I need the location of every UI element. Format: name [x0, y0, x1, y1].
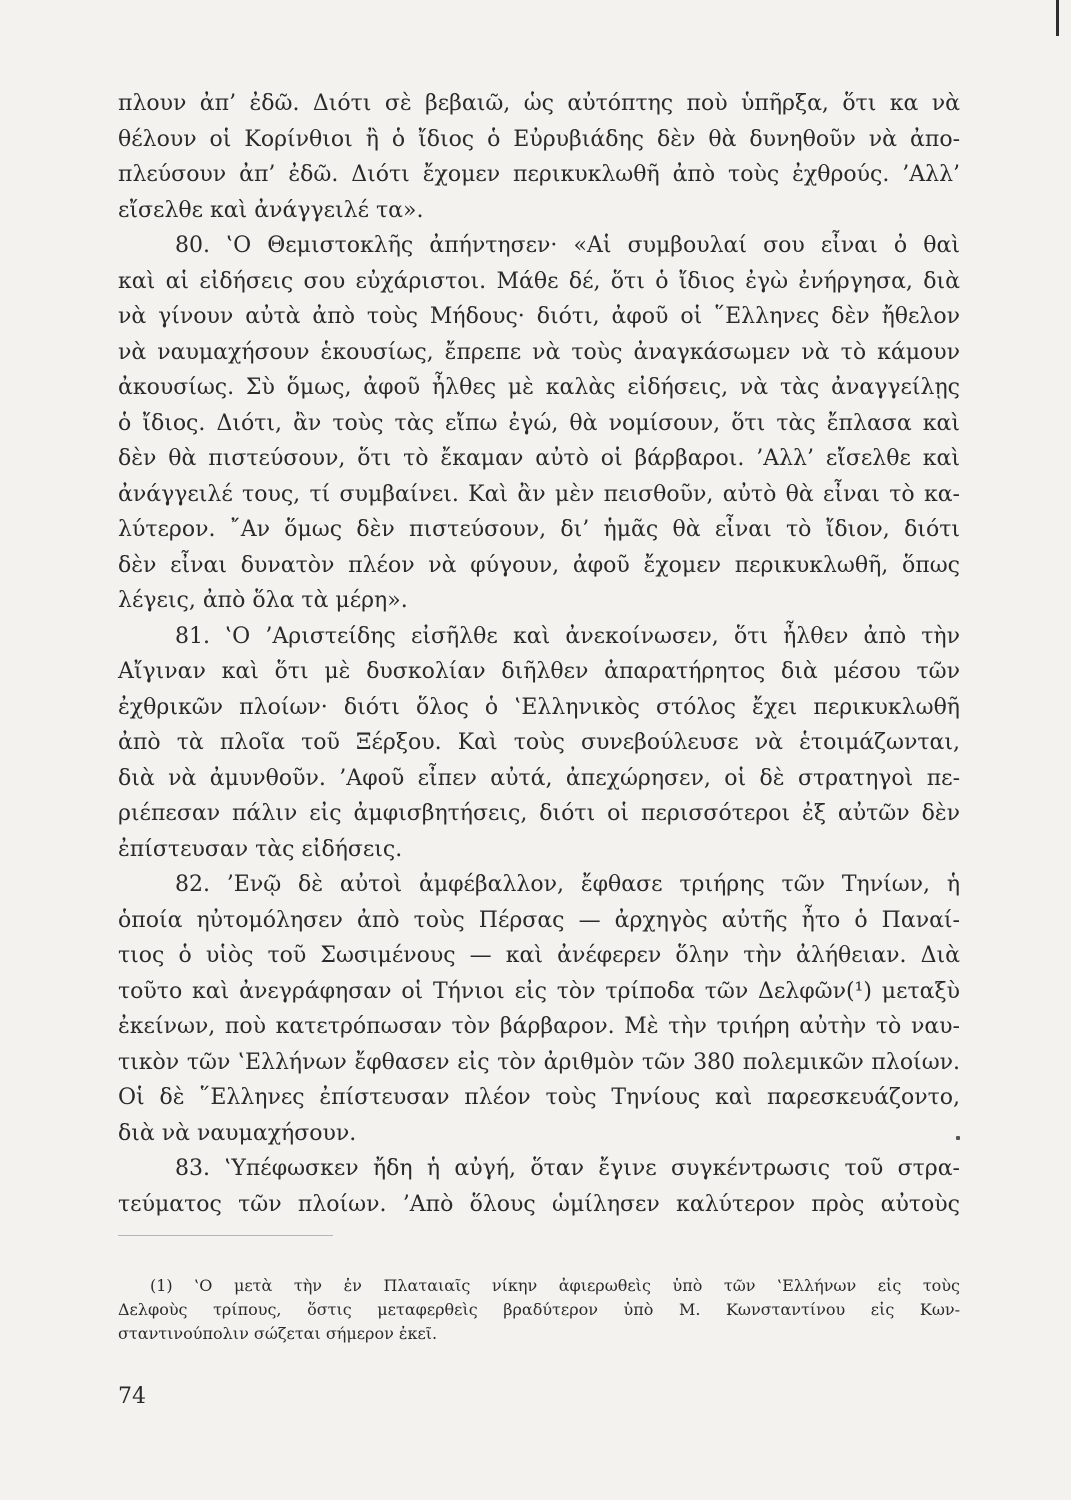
text-line: πλουν ἀπ’ ἐδῶ. Διότι σὲ βεβαιῶ, ὡς αὐτόπτης ποὺ ὑπῆρξα, ὅτι κα νὰ — [118, 91, 960, 116]
text-line: λύτερον. ῎Αν ὅμως δὲν πιστεύσουν, δι’ ἡμᾶς θὰ εἶναι τὸ ἴδιον, διότι — [118, 517, 960, 542]
page-number: 74 — [118, 1384, 146, 1409]
text-line: τιος ὁ υἱὸς τοῦ Σωσιμένους — καὶ ἀνέφερεν ὅλην τὴν ἀλήθειαν. Διὰ — [118, 943, 960, 968]
paragraph-80-start: 80. ‛Ο Θεμιστοκλῆς ἀπήντησεν· «Αἱ συμβουλαί σου εἶναι ὀ θαὶ — [175, 233, 960, 258]
footnote-line: (1) ‛Ο μετὰ τὴν ἐν Πλαταιαῖς νίκην ἀφιερωθεὶς ὑπὸ τῶν ‛Ελλήνων εἰς τοὺς — [150, 1276, 960, 1295]
text-line: ἀπὸ τὰ πλοῖα τοῦ Ξέρξου. Καὶ τοὺς συνεβούλευσε νὰ ἑτοιμάζωνται, — [118, 730, 960, 755]
text-line: λέγεις, ἀπὸ ὅλα τὰ μέρη». — [118, 588, 408, 613]
text-line: ριέπεσαν πάλιν εἰς ἀμφισβητήσεις, διότι οἱ περισσότεροι ἐξ αὐτῶν δὲν — [118, 801, 960, 826]
text-line: ἀνάγγειλέ τους, τί συμβαίνει. Καὶ ἂν μὲν πεισθοῦν, αὐτὸ θὰ εἶναι τὸ κα- — [118, 482, 960, 507]
text-line: νὰ ναυμαχήσουν ἑκουσίως, ἔπρεπε νὰ τοὺς ἀναγκάσωμεν νὰ τὸ κάμουν — [118, 340, 960, 365]
text-line: Οἱ δὲ ῞Ελληνες ἐπίστευσαν πλέον τοὺς Τηνίους καὶ παρεσκευάζοντο, — [118, 1085, 960, 1110]
text-line: δὲν εἶναι δυνατὸν πλέον νὰ φύγουν, ἀφοῦ ἔχομεν περικυκλωθῆ, ὅπως — [118, 553, 960, 578]
text-line: διὰ νὰ ἀμυνθοῦν. ’Αφοῦ εἶπεν αὐτά, ἀπεχώρησεν, οἱ δὲ στρατηγοὶ πε- — [118, 766, 960, 791]
text-line: εἴσελθε καὶ ἀνάγγειλέ τα». — [118, 198, 424, 223]
scan-edge-mark — [1056, 0, 1059, 36]
text-line: ἐχθρικῶν πλοίων· διότι ὅλος ὁ ‛Ελληνικὸς στόλος ἔχει περικυκλωθῆ — [118, 695, 960, 720]
text-line: τικὸν τῶν ‛Ελλήνων ἔφθασεν εἰς τὸν ἀριθμὸν τῶν 380 πολεμικῶν πλοίων. — [118, 1050, 960, 1075]
paragraph-83-start: 83. ‛Υπέφωσκεν ἤδη ἡ αὐγή, ὅταν ἔγινε συγκέντρωσις τοῦ στρα- — [175, 1156, 960, 1181]
text-line: Αἴγιναν καὶ ὅτι μὲ δυσκολίαν διῆλθεν ἀπαρατήρητος διὰ μέσου τῶν — [118, 659, 960, 684]
text-line: ὁποία ηὐτομόλησεν ἀπὸ τοὺς Πέρσας — ἀρχηγὸς αὐτῆς ἦτο ὁ Παναί- — [118, 908, 960, 933]
text-line: θέλουν οἱ Κορίνθιοι ἢ ὁ ἴδιος ὁ Εὐρυβιάδης δὲν θὰ δυνηθοῦν νὰ ἀπο- — [118, 127, 960, 152]
footnote-line: σταντινούπολιν σώζεται σήμερον ἐκεῖ. — [118, 1324, 438, 1343]
paragraph-81-start: 81. ‛Ο ’Αριστείδης εἰσῆλθε καὶ ἀνεκοίνωσεν, ὅτι ἦλθεν ἀπὸ τὴν — [175, 624, 960, 649]
text-line: νὰ γίνουν αὐτὰ ἀπὸ τοὺς Μήδους· διότι, ἀφοῦ οἱ ῞Ελληνες δὲν ἤθελον — [118, 304, 960, 329]
text-line: πλεύσουν ἀπ’ ἐδῶ. Διότι ἔχομεν περικυκλωθῆ ἀπὸ τοὺς ἐχθρούς. ’Αλλ’ — [118, 162, 960, 187]
footnote-separator — [118, 1235, 333, 1236]
text-line: τεύματος τῶν πλοίων. ’Απὸ ὅλους ὡμίλησεν καλύτερον πρὸς αὐτοὺς — [118, 1192, 960, 1217]
text-line: ὁ ἴδιος. Διότι, ἂν τοὺς τὰς εἴπω ἐγώ, θὰ νομίσουν, ὅτι τὰς ἔπλασα καὶ — [118, 411, 960, 436]
text-line: διὰ νὰ ναυμαχήσουν. — [118, 1121, 357, 1146]
text-line: ἐκείνων, ποὺ κατετρόπωσαν τὸν βάρβαρον. Μὲ τὴν τριήρη αὐτὴν τὸ ναυ- — [118, 1014, 960, 1039]
paragraph-82-start: 82. ’Ενῷ δὲ αὐτοὶ ἀμφέβαλλον, ἔφθασε τριήρης τῶν Τηνίων, ἡ — [175, 872, 960, 897]
text-line: δὲν θὰ πιστεύσουν, ὅτι τὸ ἔκαμαν αὐτὸ οἱ βάρβαροι. ’Αλλ’ εἴσελθε καὶ — [118, 446, 960, 471]
text-line: καὶ αἱ εἰδήσεις σου εὐχάριστοι. Μάθε δέ, ὅτι ὁ ἴδιος ἐγὼ ἐνήργησα, διὰ — [118, 269, 960, 294]
text-line: τοῦτο καὶ ἀνεγράφησαν οἱ Τήνιοι εἰς τὸν τρίποδα τῶν Δελφῶν(¹) μεταξὺ — [118, 979, 960, 1004]
text-line: ἐπίστευσαν τὰς εἰδήσεις. — [118, 837, 403, 862]
ink-dot — [956, 1136, 960, 1140]
footnote-line: Δελφοὺς τρίπους, ὅστις μεταφερθεὶς βραδύτερον ὑπὸ Μ. Κωνσταντίνου εἰς Κων- — [118, 1300, 960, 1319]
text-line: ἀκουσίως. Σὺ ὅμως, ἀφοῦ ἦλθες μὲ καλὰς εἰδήσεις, νὰ τὰς ἀναγγείλῃς — [118, 375, 960, 400]
